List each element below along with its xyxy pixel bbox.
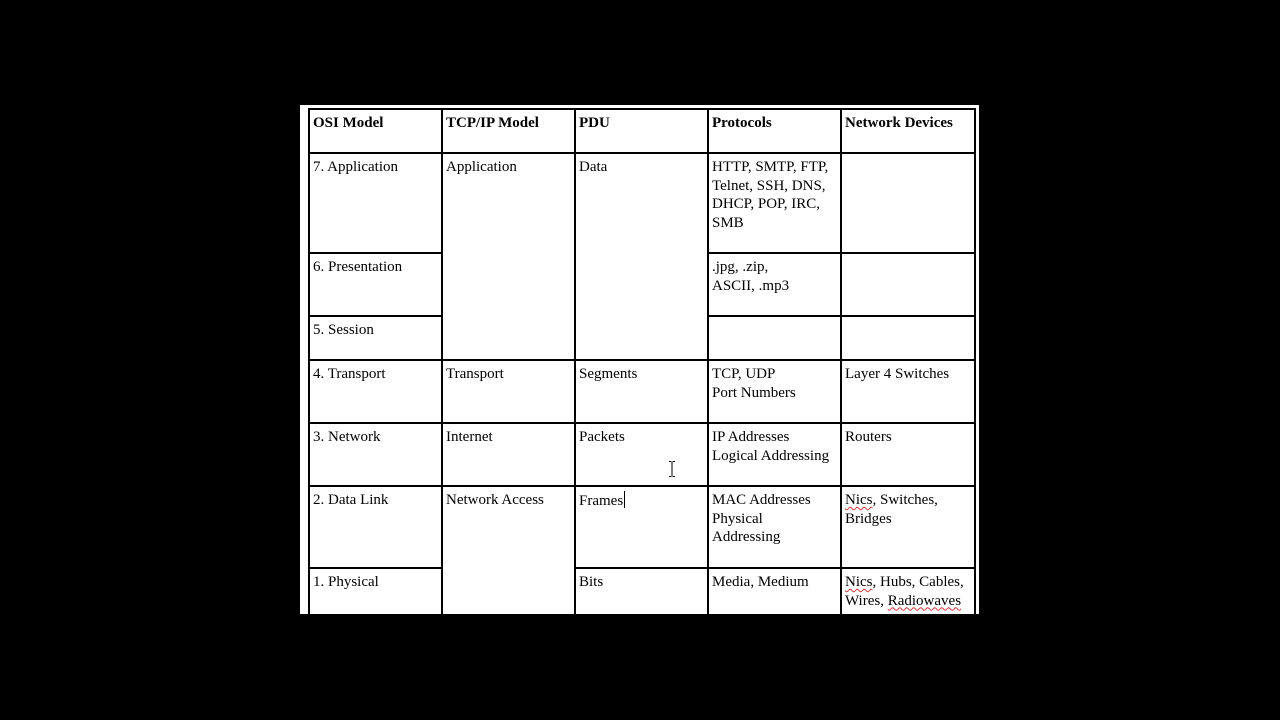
protocols-line: Addressing bbox=[712, 529, 781, 545]
osi-layer-cell[interactable]: 5. Session bbox=[309, 316, 442, 360]
devices-cell[interactable]: Layer 4 Switches bbox=[841, 360, 975, 423]
pdu-cell[interactable]: Bits bbox=[575, 568, 708, 614]
protocols-line: IP Addresses bbox=[712, 429, 790, 445]
protocols-line: TCP, UDP bbox=[712, 366, 776, 382]
header-osi-model[interactable]: OSI Model bbox=[309, 109, 442, 153]
pdu-text: Frames bbox=[579, 493, 624, 509]
protocols-line: Logical Addressing bbox=[712, 447, 830, 464]
protocols-line: Telnet, SSH, DNS, bbox=[712, 177, 826, 194]
protocols-cell[interactable] bbox=[708, 360, 841, 423]
header-pdu[interactable]: PDU bbox=[575, 109, 708, 153]
tcpip-layer-cell[interactable]: Internet bbox=[442, 423, 575, 486]
spellcheck-word: Nics bbox=[845, 574, 873, 590]
table-row-physical bbox=[309, 568, 975, 614]
header-tcpip-model[interactable]: TCP/IP Model bbox=[442, 109, 575, 153]
devices-cell[interactable] bbox=[841, 153, 975, 253]
header-protocols[interactable]: Protocols bbox=[708, 109, 841, 153]
spellcheck-word: Nics bbox=[845, 492, 873, 508]
devices-text: , Hubs, Cables, bbox=[872, 574, 964, 590]
table-row-datalink bbox=[309, 486, 975, 568]
osi-layer-cell[interactable]: 4. Transport bbox=[309, 360, 442, 423]
protocols-line: Port Numbers bbox=[712, 384, 796, 401]
devices-cell[interactable] bbox=[841, 486, 975, 568]
protocols-cell[interactable] bbox=[708, 153, 841, 253]
table-row-application bbox=[309, 153, 975, 253]
osi-layer-cell[interactable]: 2. Data Link bbox=[309, 486, 442, 568]
protocols-cell[interactable] bbox=[708, 423, 841, 486]
protocols-cell[interactable] bbox=[708, 316, 841, 360]
protocols-cell[interactable] bbox=[708, 253, 841, 316]
protocols-cell[interactable]: Media, Medium bbox=[708, 568, 841, 614]
protocols-cell[interactable] bbox=[708, 486, 841, 568]
protocols-line: SMB bbox=[712, 214, 744, 231]
devices-line bbox=[845, 592, 971, 611]
devices-cell[interactable]: Routers bbox=[841, 423, 975, 486]
protocols-line: DHCP, POP, IRC, bbox=[712, 196, 820, 212]
devices-text: , Switches, bbox=[872, 492, 938, 508]
devices-cell[interactable] bbox=[841, 568, 975, 614]
table-row-transport bbox=[309, 360, 975, 423]
devices-cell[interactable] bbox=[841, 253, 975, 316]
pdu-cell[interactable]: Data bbox=[575, 153, 708, 360]
document-page bbox=[300, 105, 979, 614]
devices-text: Wires, bbox=[845, 592, 888, 609]
osi-layer-cell[interactable]: 1. Physical bbox=[309, 568, 442, 614]
devices-line: Bridges bbox=[845, 510, 892, 527]
osi-layer-cell[interactable]: 6. Presentation bbox=[309, 253, 442, 316]
devices-cell[interactable] bbox=[841, 316, 975, 360]
osi-layer-cell[interactable]: 3. Network bbox=[309, 423, 442, 486]
osi-tcpip-table bbox=[308, 108, 976, 614]
table-row-network bbox=[309, 423, 975, 486]
protocols-line: MAC Addresses bbox=[712, 492, 811, 508]
spellcheck-word: Radiowaves bbox=[887, 592, 962, 609]
tcpip-layer-cell[interactable]: Network Access bbox=[442, 486, 575, 614]
protocols-line: .jpg, .zip, bbox=[712, 259, 769, 275]
tcpip-layer-cell[interactable]: Application bbox=[442, 153, 575, 360]
text-caret bbox=[624, 491, 625, 508]
devices-line bbox=[845, 491, 971, 510]
protocols-line: HTTP, SMTP, FTP, bbox=[712, 159, 829, 175]
tcpip-layer-cell[interactable]: Transport bbox=[442, 360, 575, 423]
protocols-line: Physical bbox=[712, 510, 763, 527]
pdu-cell[interactable]: Packets bbox=[575, 423, 708, 486]
pdu-cell[interactable]: Segments bbox=[575, 360, 708, 423]
devices-line bbox=[845, 573, 971, 592]
text-cursor-icon bbox=[668, 461, 676, 477]
protocols-line: ASCII, .mp3 bbox=[712, 277, 790, 294]
pdu-cell[interactable] bbox=[575, 486, 708, 568]
osi-layer-cell[interactable]: 7. Application bbox=[309, 153, 442, 253]
table-header-row bbox=[309, 109, 975, 153]
header-network-devices[interactable]: Network Devices bbox=[841, 109, 975, 153]
